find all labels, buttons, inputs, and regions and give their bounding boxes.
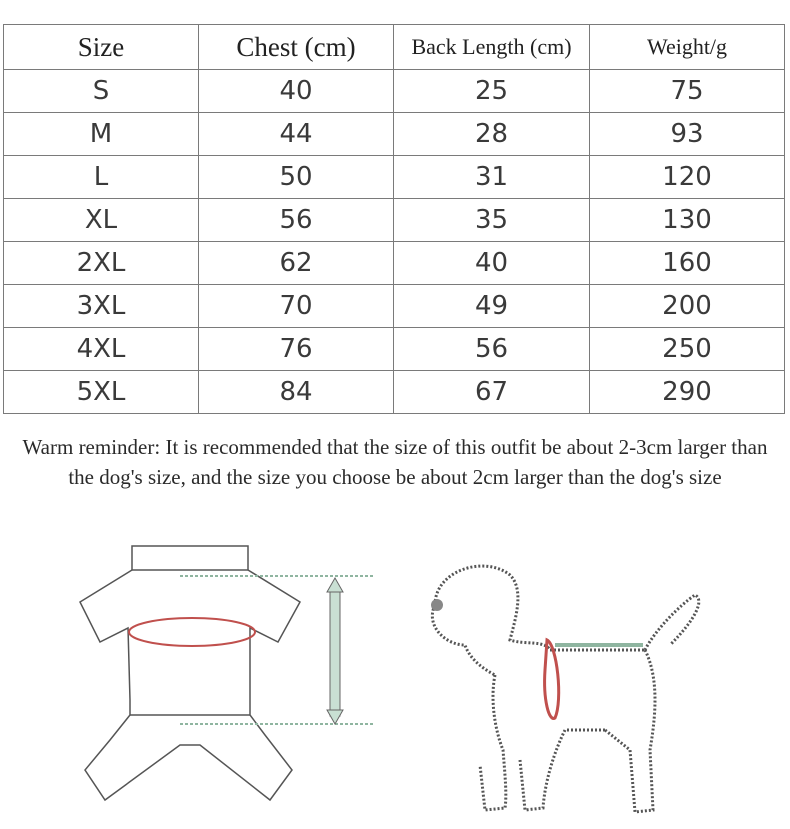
dog-nose-marker bbox=[431, 599, 443, 611]
cell-size: XL bbox=[4, 199, 199, 242]
cell-back-length: 40 bbox=[394, 242, 590, 285]
cell-size: 3XL bbox=[4, 285, 199, 328]
cell-back-length: 56 bbox=[394, 328, 590, 371]
table-row bbox=[4, 70, 785, 113]
cell-chest: 44 bbox=[199, 113, 394, 156]
table-header-row bbox=[4, 25, 785, 70]
shirt-outline bbox=[80, 546, 300, 800]
cell-back-length: 31 bbox=[394, 156, 590, 199]
cell-size: S bbox=[4, 70, 199, 113]
header-size: Size bbox=[4, 25, 199, 70]
table-row bbox=[4, 242, 785, 285]
table-row bbox=[4, 199, 785, 242]
table-row bbox=[4, 113, 785, 156]
cell-size: M bbox=[4, 113, 199, 156]
cell-weight: 130 bbox=[590, 199, 785, 242]
table-row bbox=[4, 156, 785, 199]
cell-back-length: 67 bbox=[394, 371, 590, 414]
cell-back-length: 28 bbox=[394, 113, 590, 156]
dog-outline bbox=[432, 566, 698, 812]
cell-back-length: 25 bbox=[394, 70, 590, 113]
warm-reminder-text: Warm reminder: It is recommended that the size of this outfit be about 2-3cm larger than the dog's size, and the size you choose be about 2cm larger than the dog's size bbox=[22, 435, 768, 489]
cell-back-length: 49 bbox=[394, 285, 590, 328]
cell-size: 5XL bbox=[4, 371, 199, 414]
cell-weight: 93 bbox=[590, 113, 785, 156]
cell-chest: 62 bbox=[199, 242, 394, 285]
header-chest: Chest (cm) bbox=[199, 25, 394, 70]
dog-outline-diagram-icon bbox=[415, 550, 715, 820]
header-weight: Weight/g bbox=[590, 25, 785, 70]
table-row bbox=[4, 285, 785, 328]
cell-weight: 120 bbox=[590, 156, 785, 199]
cell-weight: 200 bbox=[590, 285, 785, 328]
cell-chest: 50 bbox=[199, 156, 394, 199]
cell-chest: 40 bbox=[199, 70, 394, 113]
cell-size: 2XL bbox=[4, 242, 199, 285]
cell-chest: 84 bbox=[199, 371, 394, 414]
chest-girth-line bbox=[545, 640, 559, 718]
cell-weight: 160 bbox=[590, 242, 785, 285]
back-length-arrow bbox=[327, 578, 343, 724]
chest-measure-line bbox=[129, 618, 255, 646]
size-chart-table bbox=[3, 24, 785, 414]
cell-chest: 56 bbox=[199, 199, 394, 242]
cell-chest: 70 bbox=[199, 285, 394, 328]
dog-shirt-diagram-icon bbox=[70, 530, 390, 820]
cell-chest: 76 bbox=[199, 328, 394, 371]
table-row bbox=[4, 328, 785, 371]
cell-weight: 290 bbox=[590, 371, 785, 414]
cell-back-length: 35 bbox=[394, 199, 590, 242]
cell-weight: 250 bbox=[590, 328, 785, 371]
table-row bbox=[4, 371, 785, 414]
cell-weight: 75 bbox=[590, 70, 785, 113]
header-back-length: Back Length (cm) bbox=[394, 25, 590, 70]
cell-size: L bbox=[4, 156, 199, 199]
cell-size: 4XL bbox=[4, 328, 199, 371]
